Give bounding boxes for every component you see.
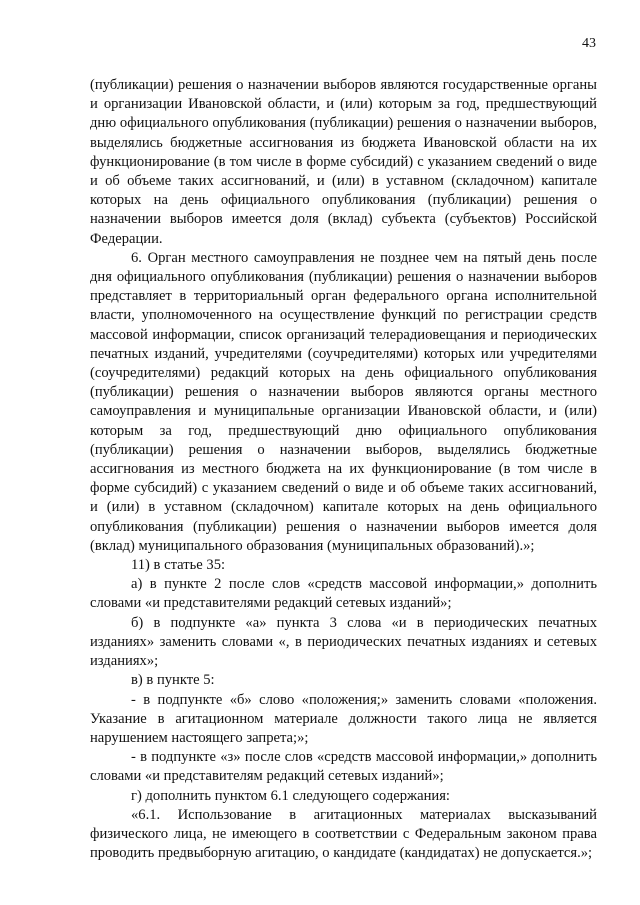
- paragraph-subitem-v: в) в пункте 5:: [131, 672, 215, 689]
- paragraph-subitem-v-dash-1: - в подпункте «б» слово «положения;» заменить словами «положения. Указание в агитационном материале должности такого лица не является нарушением настоящего запрета;»;: [90, 691, 597, 746]
- paragraph-subitem-a: а) в пункте 2 после слов «средств массовой информации,» дополнить словами «и представителями редакций сетевых изданий»;: [90, 576, 597, 612]
- document-body: [90, 76, 597, 863]
- paragraph-item-6: 6. Орган местного самоуправления не позднее чем на пятый день после дня официального опубликования (публикации) решения о назначении выборов представляет в территориальный орган федерального органа исполнительной власти, уполномоченного на осуществление функций по регистрации средств массовой информации, список организаций телерадиовещания и периодических печатных изданий, учредителями (соучредителями) которых или учредителями (соучредителями) редакций которых на день официального опубликования (публикации) решения о назначении выборов являются органы местного самоуправления и муниципальные организации Ивановской области, и (или) которым за год, предшествующий дню официального опубликования (публикации) решения о назначении выборов, выделялись бюджетные ассигнования из местного бюджета на их функционирование (в том числе в форме субсидий) с указанием сведений о виде и об объеме таких ассигнований, и (или) в уставном (складочном) капитале которых на день официального опубликования (публикации) решения о назначении выборов имеется доля (вклад) муниципального образования (муниципальных образований).»;: [90, 249, 597, 554]
- paragraph-point-6-1: «6.1. Использование в агитационных материалах высказываний физического лица, не имеющего в соответствии с Федеральным законом права проводить предвыборную агитацию, о кандидате (кандидатах) не допускается.»;: [90, 806, 597, 862]
- paragraph-subitem-g: г) дополнить пунктом 6.1 следующего содержания:: [131, 787, 450, 804]
- page-number: 43: [582, 36, 596, 51]
- paragraph-subitem-b: б) в подпункте «а» пункта 3 слова «и в периодических печатных изданиях» заменить словами «, в периодических печатных изданиях и сетевых изданиях»;: [90, 614, 597, 670]
- paragraph-subitem-v-dash-2: - в подпункте «з» после слов «средств массовой информации,» дополнить словами «и представителям редакций сетевых изданий»;: [90, 749, 597, 785]
- paragraph-continuation: (публикации) решения о назначении выборов являются государственные органы и организации Ивановской области, и (или) которым за год, предшествующий дню официального опубликования (публикации) решения о назначении выборов, выделялись бюджетные ассигнования из бюджета Ивановской области на их функционирование (в том числе в форме субсидий) с указанием сведений о виде и об объеме таких ассигнований, и (или) в уставном (складочном) капитале которых на день официального опубликования (публикации) решения о назначении выборов имеется доля (вклад) субъекта (субъектов) Российской Федерации.: [90, 77, 597, 247]
- paragraph-item-11: 11) в статье 35:: [131, 557, 226, 574]
